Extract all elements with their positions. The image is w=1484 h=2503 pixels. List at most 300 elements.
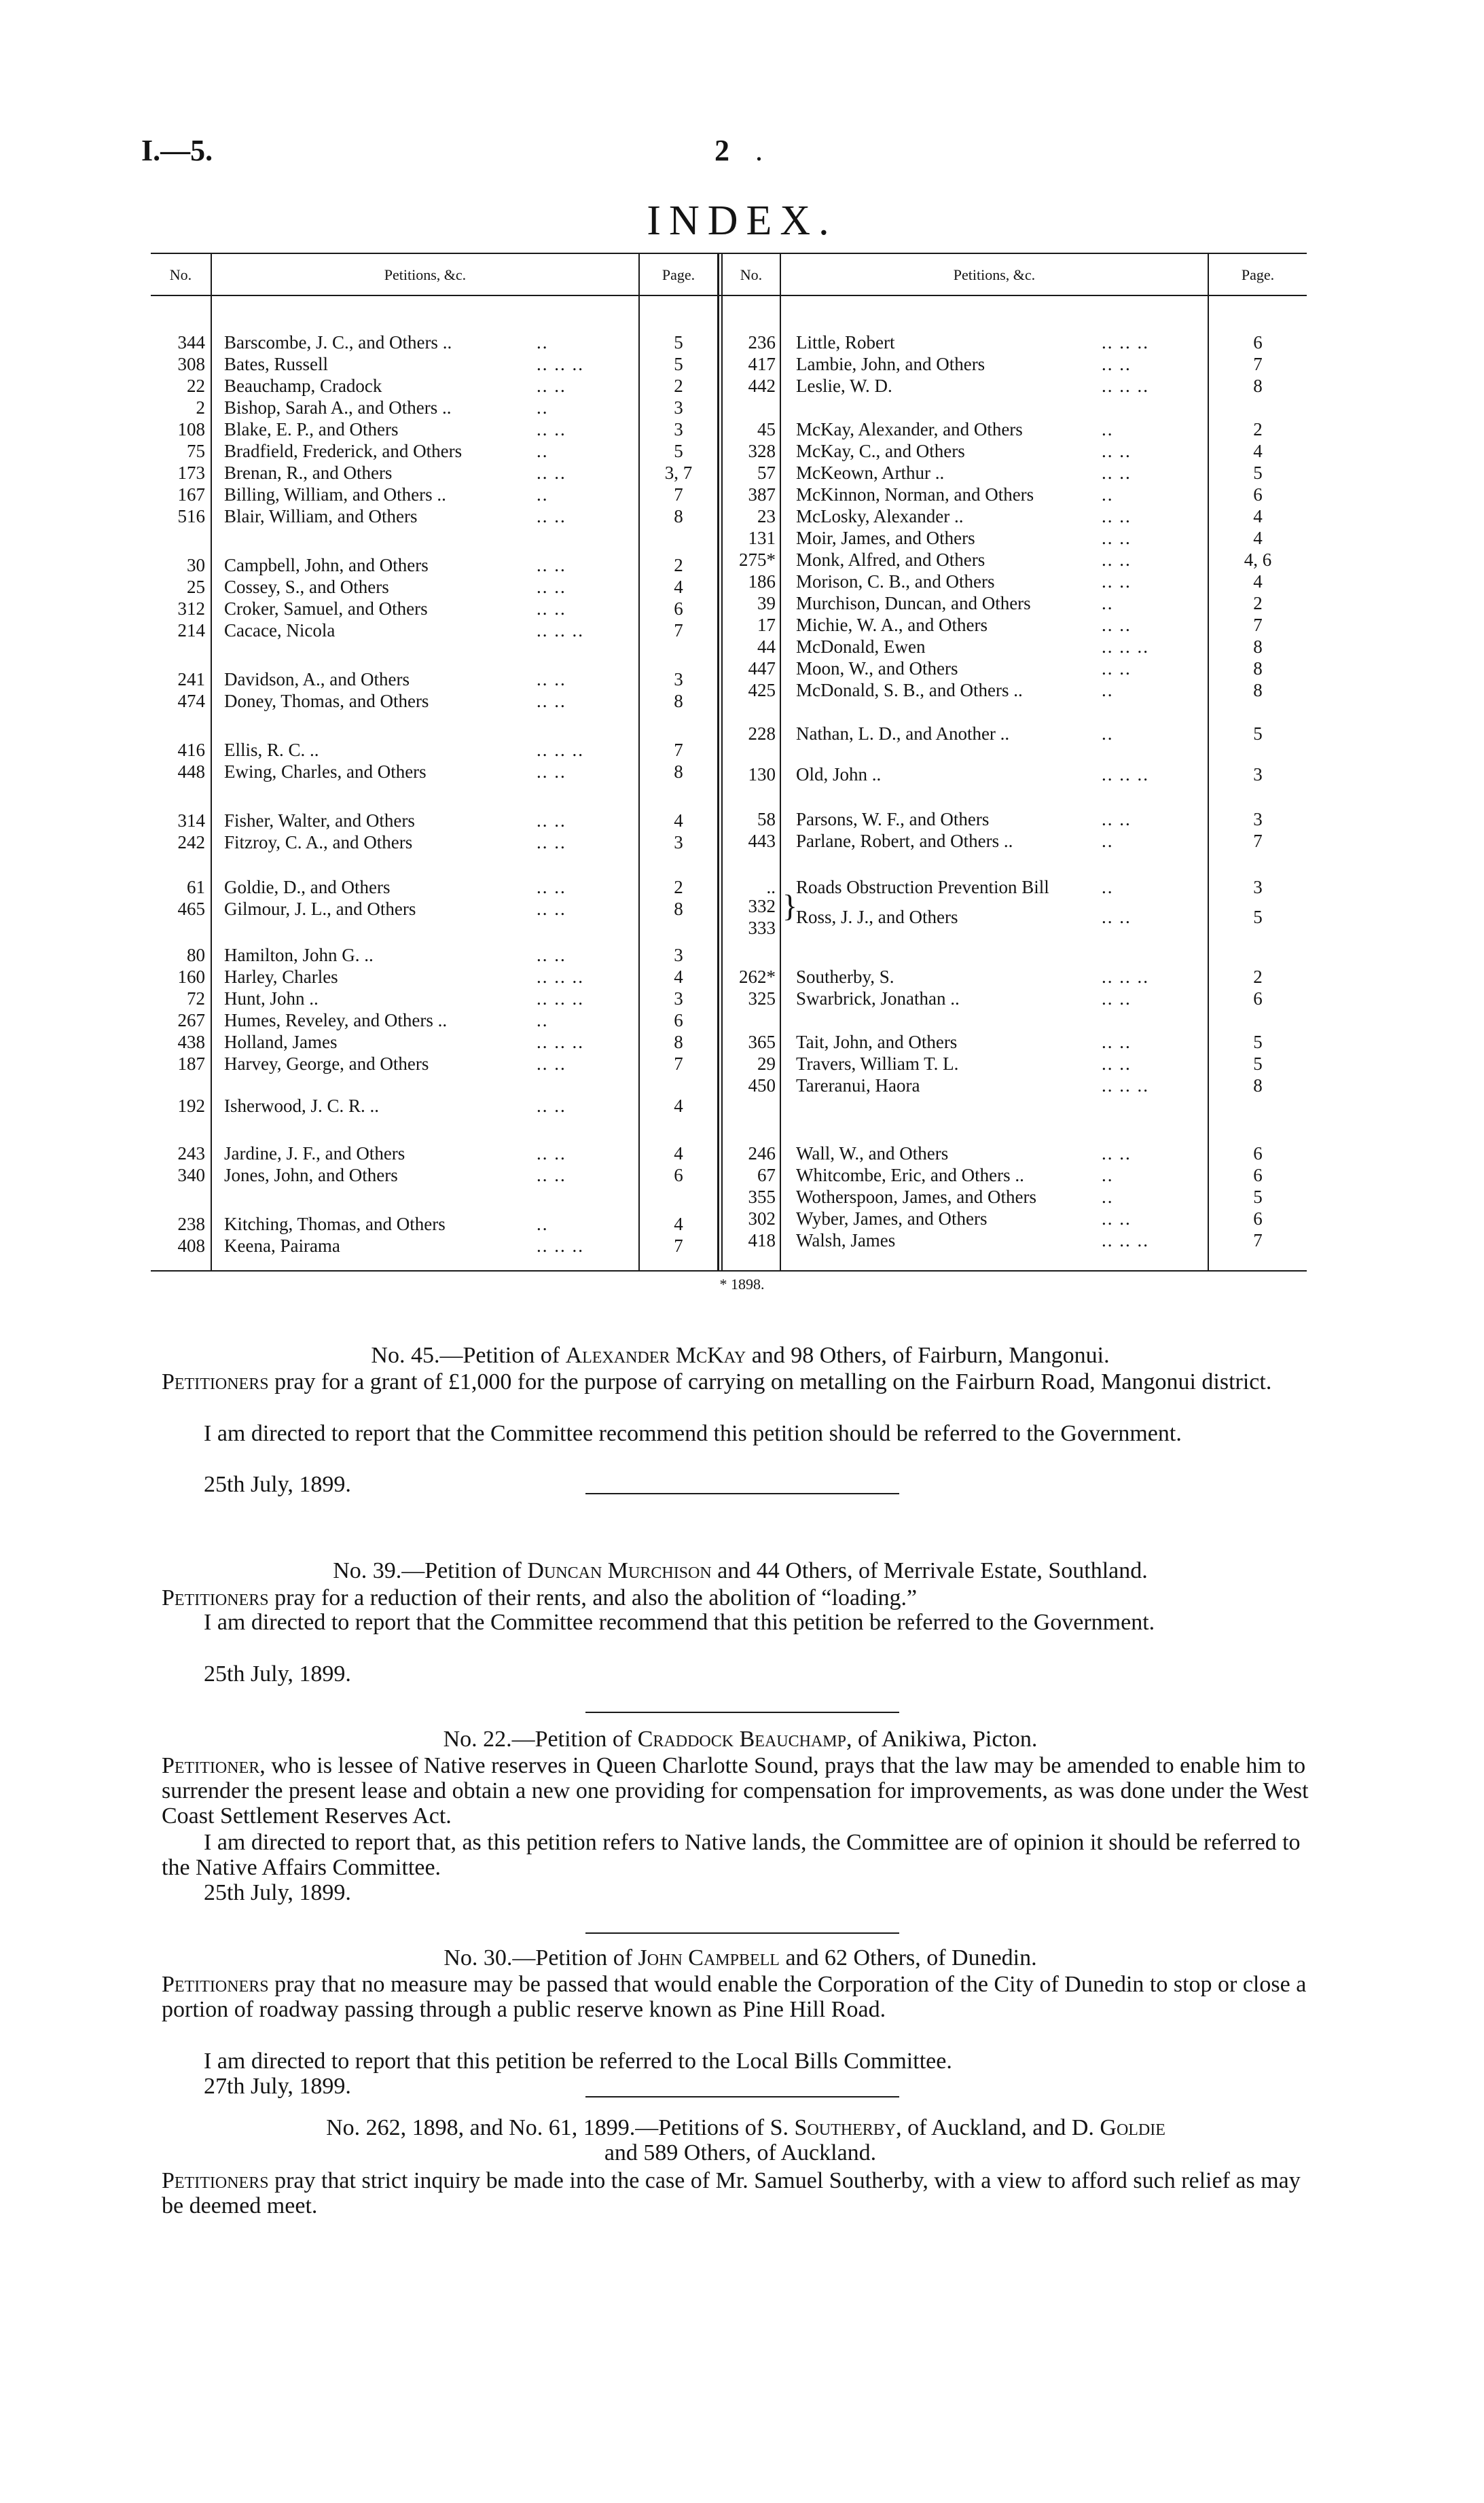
index-row-page: 2 <box>1253 419 1263 439</box>
body-lead: Petitioners <box>162 1585 269 1610</box>
index-row-dots: .. .. <box>537 1054 566 1074</box>
index-row-no: 67 <box>757 1165 776 1185</box>
index-row-page: 4 <box>674 1143 683 1164</box>
index-row-dots: .. <box>1102 831 1114 851</box>
index-row-no: 344 <box>177 332 205 353</box>
index-row-page: 5 <box>674 354 683 374</box>
index-row-page: 7 <box>1253 831 1263 851</box>
col-head-page-left: Page. <box>662 266 695 283</box>
index-row-no: 425 <box>748 680 776 700</box>
index-row-dots: .. <box>1102 1187 1114 1207</box>
index-row-no: 387 <box>748 484 776 505</box>
index-row-no: 22 <box>187 376 205 396</box>
index-row-page: 2 <box>1253 967 1263 987</box>
index-row-name: Swarbrick, Jonathan .. <box>796 988 960 1009</box>
index-row-name: Hamilton, John G. .. <box>224 945 374 965</box>
index-row-name: Cossey, S., and Others <box>224 577 389 597</box>
index-row-dots: .. .. <box>537 761 566 782</box>
page-number: 2 <box>714 134 729 167</box>
index-row-name: Fisher, Walter, and Others <box>224 810 415 831</box>
index-row-name: Cacace, Nicola <box>224 620 336 641</box>
heading-prefix: No. 45.—Petition of <box>371 1343 566 1368</box>
index-row-no: 312 <box>177 598 205 619</box>
index-row-page: 4, 6 <box>1244 550 1272 570</box>
index-row-dots: .. <box>1102 1165 1114 1185</box>
index-row-no: 246 <box>748 1143 776 1164</box>
index-row-no: 238 <box>177 1214 205 1234</box>
index-row-name: Whitcombe, Eric, and Others .. <box>796 1165 1024 1185</box>
index-row-page: 8 <box>1253 376 1263 396</box>
index-row-page: 6 <box>1253 988 1263 1009</box>
petitioner-name: Duncan Murchison <box>527 1558 712 1583</box>
index-row-no: 243 <box>177 1143 205 1164</box>
body-text: pray that no measure may be passed that would enable the Corporation of the City of Dunedin to stop or close a portion of roadway passing through a public reserve known as Pine Hill Road. <box>162 1972 1307 2022</box>
index-row-name: Barscombe, J. C., and Others .. <box>224 332 452 353</box>
index-row-dots: .. .. <box>537 899 566 919</box>
index-row-page: 3 <box>674 832 683 852</box>
body-text: pray for a reduction of their rents, and also the abolition of “loading.” <box>268 1585 918 1610</box>
separator-rule <box>585 1712 899 1713</box>
ross-brace: } <box>782 888 798 923</box>
petition-body <box>162 1369 1326 1394</box>
index-row-name: Davidson, A., and Others <box>224 669 410 689</box>
petitioner-name: John Campbell <box>638 1945 780 1970</box>
petition-heading-line-2: and 589 Others, of Auckland. <box>604 2140 877 2165</box>
index-row-no: 130 <box>748 764 776 785</box>
index-row-dots: .. .. <box>537 877 566 897</box>
index-row-page: 4 <box>674 967 683 987</box>
index-row-dots: .. .. <box>1102 1143 1132 1164</box>
index-row-name: Harley, Charles <box>224 967 338 987</box>
heading-prefix: No. 39.—Petition of <box>333 1558 528 1583</box>
index-row-name: McLosky, Alexander .. <box>796 506 964 526</box>
index-row-no: 447 <box>748 658 776 679</box>
heading-prefix: No. 30.—Petition of <box>444 1945 638 1970</box>
index-row-page: 6 <box>674 1165 683 1185</box>
index-row-dots: .. .. <box>537 555 566 575</box>
index-row-name: McKay, C., and Others <box>796 441 965 461</box>
index-row-name: McKinnon, Norman, and Others <box>796 484 1034 505</box>
body-text: pray for a grant of £1,000 for the purpose of carrying on metalling on the Fairburn Road, Mangonui district. <box>268 1369 1272 1394</box>
body-text: pray that strict inquiry be made into the case of Mr. Samuel Southerby, with a view to afford such relief as may be deemed meet. <box>162 2168 1301 2218</box>
petition-body <box>162 2168 1326 2218</box>
index-row-no: 108 <box>177 419 205 439</box>
index-row-name: Fitzroy, C. A., and Others <box>224 832 413 852</box>
index-row-name: Goldie, D., and Others <box>224 877 391 897</box>
body-lead: Petitioners <box>162 1369 269 1394</box>
index-row-dots: .. .. .. <box>537 988 584 1009</box>
index-row-name: Brenan, R., and Others <box>224 463 393 483</box>
index-row-dots: .. <box>1102 593 1114 613</box>
index-row-no: 355 <box>748 1187 776 1207</box>
index-row-name: Holland, James <box>224 1032 338 1052</box>
index-row-page: 7 <box>1253 615 1263 635</box>
index-row-no: 442 <box>748 376 776 396</box>
index-row-dots: .. .. <box>1102 988 1132 1009</box>
index-row-name: Ellis, R. C. .. <box>224 740 319 760</box>
index-row-page: 8 <box>1253 636 1263 657</box>
index-row-page: 2 <box>674 376 683 396</box>
index-row-page: 6 <box>1253 1208 1263 1229</box>
index-row-page: 4 <box>1253 571 1263 592</box>
petition-heading <box>163 1343 1318 1368</box>
index-row-dots: .. .. .. <box>1102 967 1149 987</box>
separator-rule <box>585 2096 899 2097</box>
index-row-name: Blair, William, and Others <box>224 506 418 526</box>
index-row-no: 58 <box>757 809 776 829</box>
index-row-name: Kitching, Thomas, and Others <box>224 1214 446 1234</box>
ross-no-b: 333 <box>748 918 776 938</box>
ross-dots: .. .. <box>1102 907 1132 927</box>
index-row-name: Wall, W., and Others <box>796 1143 949 1164</box>
index-row-name: Moir, James, and Others <box>796 528 975 548</box>
index-row-dots: .. .. .. <box>1102 1075 1149 1096</box>
index-row-page: 7 <box>674 1236 683 1256</box>
index-row-name: Isherwood, J. C. R. .. <box>224 1096 379 1116</box>
index-row-page: 7 <box>1253 354 1263 374</box>
index-row-dots: .. .. <box>537 577 566 597</box>
index-row-no: 45 <box>757 419 776 439</box>
index-row-name: Beauchamp, Cradock <box>224 376 382 396</box>
index-row-dots: .. .. <box>1102 1054 1132 1074</box>
index-row-no: 242 <box>177 832 205 852</box>
index-row-dots: .. .. <box>537 506 566 526</box>
heading-suffix: and 44 Others, of Merrivale Estate, Southland. <box>711 1558 1148 1583</box>
index-row-dots: .. <box>1102 419 1114 439</box>
index-row-dots: .. .. .. <box>1102 376 1149 396</box>
petition-date: 25th July, 1899. <box>204 1661 351 1687</box>
index-row-page: 4 <box>674 1214 683 1234</box>
index-row-page: 3 <box>674 419 683 439</box>
index-row-page: 6 <box>1253 1143 1263 1164</box>
index-row-name: Bishop, Sarah A., and Others .. <box>224 397 452 418</box>
index-row-name: Old, John .. <box>796 764 882 785</box>
index-row-name: Michie, W. A., and Others <box>796 615 988 635</box>
index-row-no: 72 <box>187 988 205 1009</box>
index-row-page: 3, 7 <box>664 463 693 483</box>
index-row-no: 131 <box>748 528 776 548</box>
index-row-name: Wyber, James, and Others <box>796 1208 988 1229</box>
index-row-name: Tareranui, Haora <box>796 1075 920 1096</box>
index-row-page: 8 <box>674 761 683 782</box>
index-row-page: 6 <box>1253 332 1263 353</box>
index-row-page: 4 <box>1253 528 1263 548</box>
index-row-name: Keena, Pairama <box>224 1236 340 1256</box>
ross-name: Ross, J. J., and Others <box>796 907 958 927</box>
col-rule-3b <box>721 253 723 1270</box>
index-row-no: 438 <box>177 1032 205 1052</box>
index-row-dots: .. .. <box>537 945 566 965</box>
index-row-name: Humes, Reveley, and Others .. <box>224 1010 448 1030</box>
petition-report: I am directed to report that the Committee recommend that this petition be referred to the Government. <box>204 1610 1155 1635</box>
separator-rule <box>585 1493 899 1494</box>
index-row-dots: .. <box>1102 680 1114 700</box>
index-row-dots: .. .. <box>537 1143 566 1164</box>
index-row-no: 241 <box>177 669 205 689</box>
index-row-no: 187 <box>177 1054 205 1074</box>
index-row-dots: .. .. <box>537 376 566 396</box>
index-row-no: 418 <box>748 1230 776 1250</box>
index-row-name: Morison, C. B., and Others <box>796 571 995 592</box>
index-row-dots: .. .. .. <box>1102 332 1149 353</box>
index-row-no: 80 <box>187 945 205 965</box>
index-row-dots: .. .. <box>1102 550 1132 570</box>
index-row-no: 23 <box>757 506 776 526</box>
index-row-no: 167 <box>177 484 205 505</box>
page-ref: I.—5. <box>141 134 213 167</box>
index-row-name: Bates, Russell <box>224 354 328 374</box>
index-row-dots: .. .. <box>537 1165 566 1185</box>
index-row-page: 4 <box>674 1096 683 1116</box>
index-row-dots: .. <box>537 484 549 505</box>
index-row-dots: .. <box>537 1010 549 1030</box>
index-row-dots: .. <box>1102 484 1114 505</box>
index-row-page: 3 <box>674 945 683 965</box>
separator-rule <box>585 1932 899 1934</box>
index-row-name: Parsons, W. F., and Others <box>796 809 990 829</box>
index-row-no: .. <box>766 877 776 897</box>
index-row-page: 8 <box>674 1032 683 1052</box>
index-row-name: Doney, Thomas, and Others <box>224 691 429 711</box>
index-row-page: 2 <box>674 877 683 897</box>
col-rule-3 <box>717 253 719 1270</box>
index-row-name: Nathan, L. D., and Another .. <box>796 723 1010 744</box>
index-row-page: 4 <box>674 810 683 831</box>
body-lead: Petitioner <box>162 1753 260 1778</box>
index-row-dots: .. .. <box>1102 1032 1132 1052</box>
heading-middle: , of Auckland, and D. <box>896 2115 1100 2140</box>
index-row-no: 325 <box>748 988 776 1009</box>
index-row-no: 408 <box>177 1236 205 1256</box>
index-row-page: 7 <box>674 740 683 760</box>
index-row-name: McDonald, S. B., and Others .. <box>796 680 1023 700</box>
body-lead: Petitioners <box>162 2168 269 2193</box>
index-row-name: Walsh, James <box>796 1230 896 1250</box>
petition-heading <box>163 1727 1318 1752</box>
index-row-no: 340 <box>177 1165 205 1185</box>
petition-date: 25th July, 1899. <box>204 1472 351 1497</box>
index-row-no: 267 <box>177 1010 205 1030</box>
heading-prefix: No. 22.—Petition of <box>443 1727 638 1752</box>
page-number-dot: . <box>755 134 763 167</box>
index-row-name: Jones, John, and Others <box>224 1165 398 1185</box>
col-rule-4 <box>780 253 781 1270</box>
petition-body <box>162 1585 1326 1610</box>
index-row-name: Gilmour, J. L., and Others <box>224 899 416 919</box>
index-row-page: 3 <box>1253 764 1263 785</box>
index-row-page: 4 <box>1253 506 1263 526</box>
index-row-page: 3 <box>674 988 683 1009</box>
index-row-page: 6 <box>674 1010 683 1030</box>
col-head-no-right: No. <box>740 266 763 283</box>
heading-suffix: , of Anikiwa, Picton. <box>846 1727 1038 1752</box>
index-row-dots: .. .. .. <box>537 620 584 641</box>
body-lead: Petitioners <box>162 1972 269 1997</box>
index-row-name: Roads Obstruction Prevention Bill <box>796 877 1049 897</box>
index-row-page: 5 <box>674 441 683 461</box>
index-row-name: McDonald, Ewen <box>796 636 926 657</box>
petitioner-name-1: Southerby <box>794 2115 897 2140</box>
col-rule-1 <box>211 253 212 1270</box>
heading-suffix: and 98 Others, of Fairburn, Mangonui. <box>746 1343 1110 1368</box>
index-row-no: 39 <box>757 593 776 613</box>
petitioner-name: Craddock Beauchamp <box>637 1727 846 1752</box>
index-row-no: 365 <box>748 1032 776 1052</box>
index-row-name: Jardine, J. F., and Others <box>224 1143 405 1164</box>
index-row-name: Leslie, W. D. <box>796 376 892 396</box>
index-row-no: 302 <box>748 1208 776 1229</box>
table-bottom-rule <box>151 1270 1307 1272</box>
ross-page: 5 <box>1253 907 1263 927</box>
index-row-no: 228 <box>748 723 776 744</box>
index-row-no: 450 <box>748 1075 776 1096</box>
index-row-page: 7 <box>674 1054 683 1074</box>
index-row-name: Blake, E. P., and Others <box>224 419 399 439</box>
petition-body <box>162 1753 1326 1829</box>
index-row-page: 7 <box>674 484 683 505</box>
index-row-no: 416 <box>177 740 205 760</box>
petition-date: 27th July, 1899. <box>204 2074 351 2099</box>
petition-heading-line-1 <box>163 2115 1328 2140</box>
index-row-dots: .. .. <box>537 669 566 689</box>
index-row-page: 4 <box>1253 441 1263 461</box>
index-row-name: Monk, Alfred, and Others <box>796 550 985 570</box>
index-row-page: 8 <box>1253 680 1263 700</box>
index-row-dots: .. .. <box>537 1096 566 1116</box>
index-row-dots: .. .. <box>537 832 566 852</box>
index-row-page: 5 <box>674 332 683 353</box>
index-row-page: 3 <box>674 669 683 689</box>
body-text: , who is lessee of Native reserves in Queen Charlotte Sound, prays that the law may be amended to enable him to surrender the present lease and obtain a new one providing for compensation for improvements, as was done under the West Coast Settlement Reserves Act. <box>162 1753 1309 1829</box>
index-row-no: 186 <box>748 571 776 592</box>
index-row-page: 8 <box>674 899 683 919</box>
index-row-dots: .. <box>537 441 549 461</box>
index-row-dots: .. <box>1102 723 1114 744</box>
index-row-dots: .. .. .. <box>537 354 584 374</box>
index-row-page: 3 <box>1253 877 1263 897</box>
index-row-page: 8 <box>1253 658 1263 679</box>
index-row-dots: .. .. .. <box>537 967 584 987</box>
index-row-name: Harvey, George, and Others <box>224 1054 429 1074</box>
index-row-name: Moon, W., and Others <box>796 658 958 679</box>
index-row-dots: .. .. <box>1102 571 1132 592</box>
index-row-no: 417 <box>748 354 776 374</box>
index-row-dots: .. <box>537 1214 549 1234</box>
index-row-page: 5 <box>1253 1032 1263 1052</box>
index-row-dots: .. .. <box>537 598 566 619</box>
index-row-dots: .. .. .. <box>1102 1230 1149 1250</box>
index-row-no: 61 <box>187 877 205 897</box>
index-row-no: 192 <box>177 1096 205 1116</box>
index-footnote: * 1898. <box>719 1276 765 1293</box>
index-row-no: 173 <box>177 463 205 483</box>
index-row-dots: .. .. <box>537 810 566 831</box>
table-top-rule <box>151 253 1307 254</box>
index-row-dots: .. .. .. <box>1102 636 1149 657</box>
index-row-name: Lambie, John, and Others <box>796 354 985 374</box>
index-row-name: Travers, William T. L. <box>796 1054 959 1074</box>
index-row-name: Bradfield, Frederick, and Others <box>224 441 463 461</box>
index-row-name: Hunt, John .. <box>224 988 319 1009</box>
index-row-no: 160 <box>177 967 205 987</box>
index-row-page: 8 <box>1253 1075 1263 1096</box>
index-row-no: 57 <box>757 463 776 483</box>
index-row-no: 262* <box>739 967 776 987</box>
index-row-no: 314 <box>177 810 205 831</box>
index-row-dots: .. .. <box>537 463 566 483</box>
index-title: INDEX. <box>647 198 837 244</box>
index-row-no: 443 <box>748 831 776 851</box>
index-row-name: Tait, John, and Others <box>796 1032 958 1052</box>
index-row-page: 2 <box>1253 593 1263 613</box>
index-row-name: McKay, Alexander, and Others <box>796 419 1023 439</box>
index-row-name: Southerby, S. <box>796 967 894 987</box>
petition-heading <box>163 1945 1318 1970</box>
index-row-dots: .. .. <box>1102 528 1132 548</box>
petition-report: I am directed to report that the Committee recommend this petition should be referred to the Government. <box>204 1421 1182 1446</box>
index-row-dots: .. .. .. <box>537 740 584 760</box>
index-row-dots: .. .. <box>1102 441 1132 461</box>
index-row-page: 3 <box>1253 809 1263 829</box>
index-row-no: 2 <box>196 397 205 418</box>
index-row-name: Little, Robert <box>796 332 895 353</box>
index-row-no: 214 <box>177 620 205 641</box>
index-row-name: Billing, William, and Others .. <box>224 484 446 505</box>
index-row-page: 6 <box>1253 484 1263 505</box>
index-row-dots: .. <box>537 332 549 353</box>
index-row-no: 30 <box>187 555 205 575</box>
index-row-dots: .. .. .. <box>1102 764 1149 785</box>
index-row-name: Ewing, Charles, and Others <box>224 761 427 782</box>
index-row-page: 5 <box>1253 723 1263 744</box>
index-row-dots: .. .. <box>1102 463 1132 483</box>
col-head-page-right: Page. <box>1241 266 1275 283</box>
index-row-name: Murchison, Duncan, and Others <box>796 593 1031 613</box>
index-row-page: 2 <box>674 555 683 575</box>
petition-report: I am directed to report that, as this petition refers to Native lands, the Committee are of opinion it should be referred to the Native Affairs Committee. <box>162 1830 1301 1880</box>
index-row-dots: .. .. .. <box>537 1236 584 1256</box>
index-row-page: 3 <box>674 397 683 418</box>
col-rule-5 <box>1208 253 1209 1270</box>
index-row-name: Campbell, John, and Others <box>224 555 429 575</box>
index-row-dots: .. .. <box>1102 1208 1132 1229</box>
index-row-dots: .. <box>537 397 549 418</box>
index-row-no: 236 <box>748 332 776 353</box>
index-row-no: 29 <box>757 1054 776 1074</box>
index-row-page: 5 <box>1253 463 1263 483</box>
col-head-petitions-left: Petitions, &c. <box>384 266 467 283</box>
petition-date: 25th July, 1899. <box>204 1880 351 1905</box>
index-row-no: 275* <box>739 550 776 570</box>
index-row-page: 8 <box>674 506 683 526</box>
index-row-dots: .. .. <box>1102 354 1132 374</box>
index-row-name: Parlane, Robert, and Others .. <box>796 831 1013 851</box>
index-row-page: 6 <box>1253 1165 1263 1185</box>
index-row-dots: .. .. <box>537 419 566 439</box>
index-row-no: 25 <box>187 577 205 597</box>
index-row-name: Wotherspoon, James, and Others <box>796 1187 1037 1207</box>
index-row-page: 5 <box>1253 1187 1263 1207</box>
col-head-petitions-right: Petitions, &c. <box>953 266 1036 283</box>
petitioner-name-2: Goldie <box>1100 2115 1165 2140</box>
index-row-page: 7 <box>1253 1230 1263 1250</box>
index-row-no: 44 <box>757 636 776 657</box>
index-row-page: 5 <box>1253 1054 1263 1074</box>
petition-body <box>162 1972 1326 2022</box>
col-head-no-left: No. <box>169 266 192 283</box>
index-row-no: 474 <box>177 691 205 711</box>
petition-report: I am directed to report that this petition be referred to the Local Bills Committee. <box>204 2049 952 2074</box>
